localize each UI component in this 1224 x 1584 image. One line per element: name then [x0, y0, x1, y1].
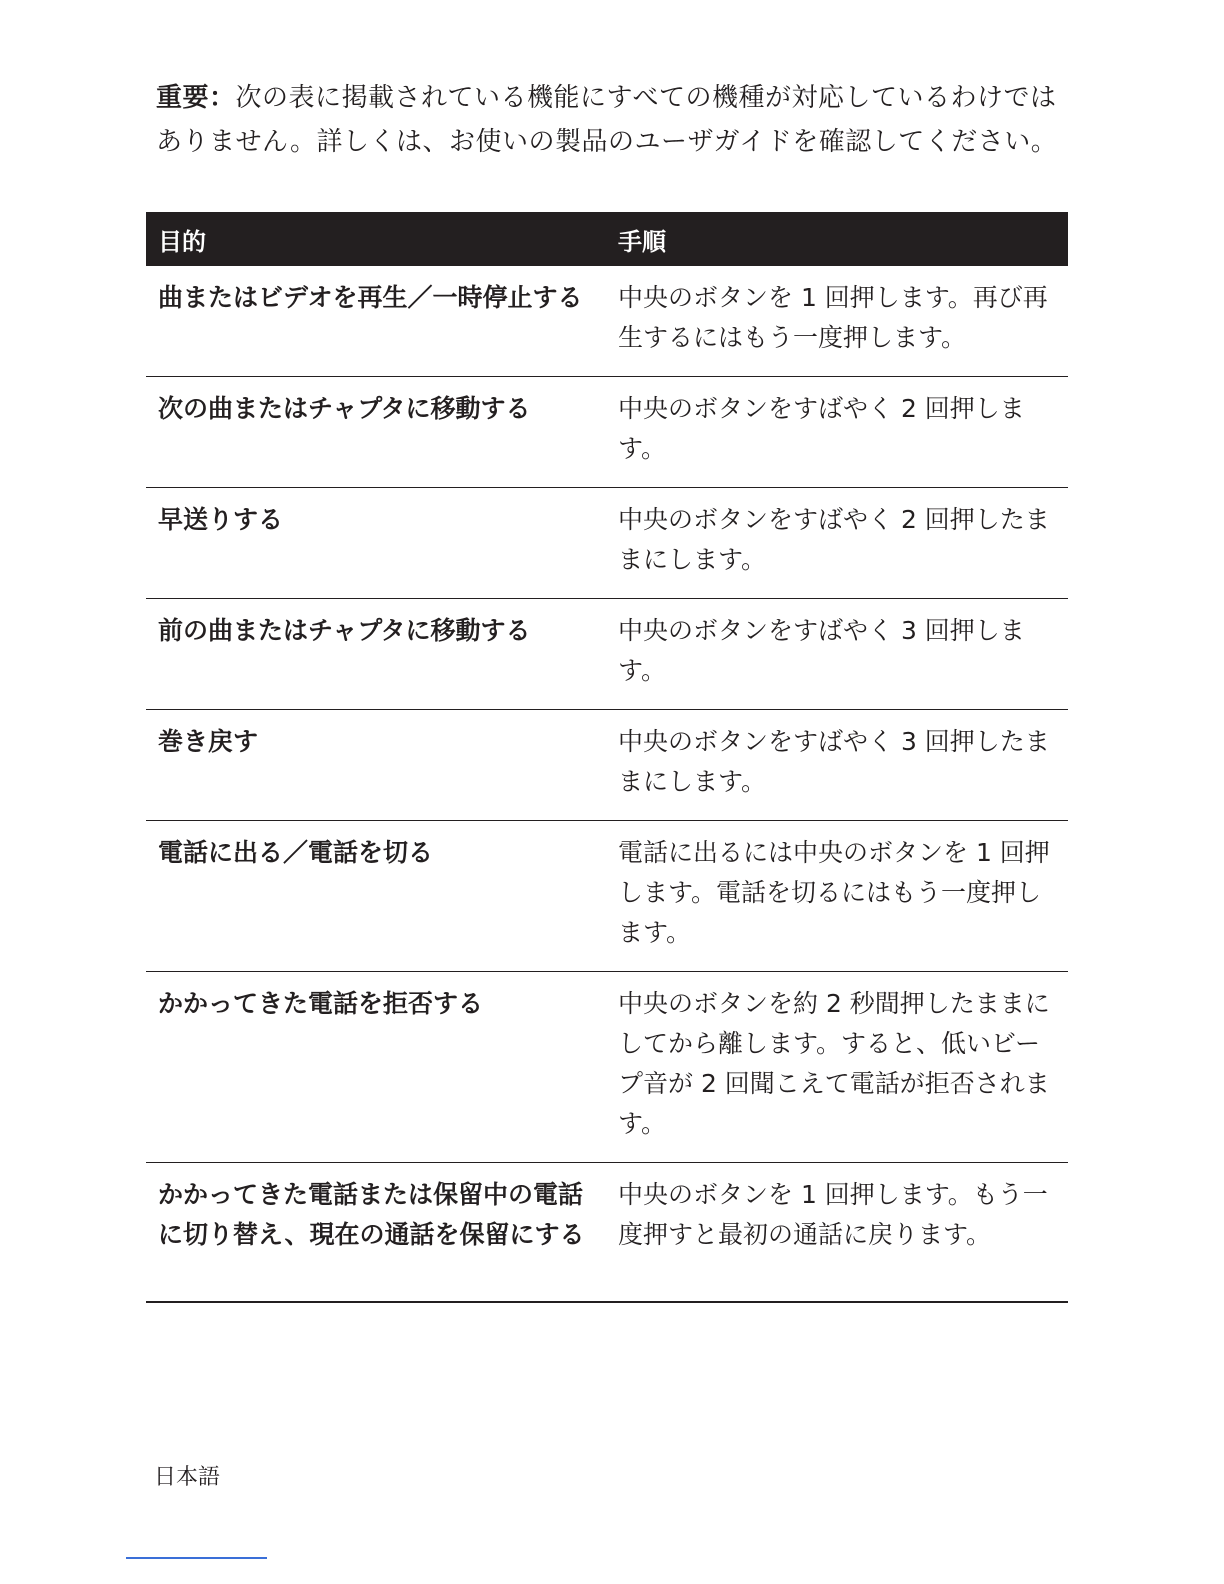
header-procedure: 手順 — [606, 212, 1068, 266]
row-purpose: 巻き戻す — [146, 710, 606, 821]
important-text: 次の表に掲載されている機能にすべての機種が対応しているわけではありません。詳しくは、お使いの製品のユーザガイドを確認してください。 — [156, 83, 1058, 157]
row-procedure: 中央のボタンをすばやく 3 回押したままにします。 — [606, 710, 1068, 821]
important-note — [156, 76, 1076, 164]
table-row — [146, 821, 1068, 972]
row-procedure: 中央のボタンを 1 回押します。再び再生するにはもう一度押します。 — [606, 266, 1068, 377]
row-procedure: 中央のボタンをすばやく 2 回押します。 — [606, 377, 1068, 488]
table-row — [146, 599, 1068, 710]
row-purpose: 次の曲またはチャプタに移動する — [146, 377, 606, 488]
table-row — [146, 488, 1068, 599]
row-purpose: 前の曲またはチャプタに移動する — [146, 599, 606, 710]
table-header-row — [146, 212, 1068, 266]
table-row — [146, 972, 1068, 1163]
row-purpose: かかってきた電話を拒否する — [146, 972, 606, 1163]
controls-table — [146, 212, 1068, 1303]
row-purpose: 曲またはビデオを再生／一時停止する — [146, 266, 606, 377]
table-row — [146, 377, 1068, 488]
table-row — [146, 266, 1068, 377]
footer-divider — [126, 1557, 267, 1559]
important-label: 重要： — [156, 83, 236, 113]
row-procedure: 中央のボタンを 1 回押します。もう一度押すと最初の通話に戻ります。 — [606, 1163, 1068, 1303]
table-row — [146, 1163, 1068, 1303]
footer-language-label: 日本語 — [154, 1465, 221, 1490]
row-purpose: 電話に出る／電話を切る — [146, 821, 606, 972]
row-procedure: 中央のボタンをすばやく 3 回押します。 — [606, 599, 1068, 710]
row-procedure: 中央のボタンをすばやく 2 回押したままにします。 — [606, 488, 1068, 599]
header-purpose: 目的 — [146, 212, 606, 266]
table-row — [146, 710, 1068, 821]
row-procedure: 中央のボタンを約 2 秒間押したままにしてから離します。すると、低いビープ音が 2 回聞こえて電話が拒否されます。 — [606, 972, 1068, 1163]
row-purpose: かかってきた電話または保留中の電話に切り替え、現在の通話を保留にする — [146, 1163, 606, 1303]
row-procedure: 電話に出るには中央のボタンを 1 回押します。電話を切るにはもう一度押します。 — [606, 821, 1068, 972]
row-purpose: 早送りする — [146, 488, 606, 599]
